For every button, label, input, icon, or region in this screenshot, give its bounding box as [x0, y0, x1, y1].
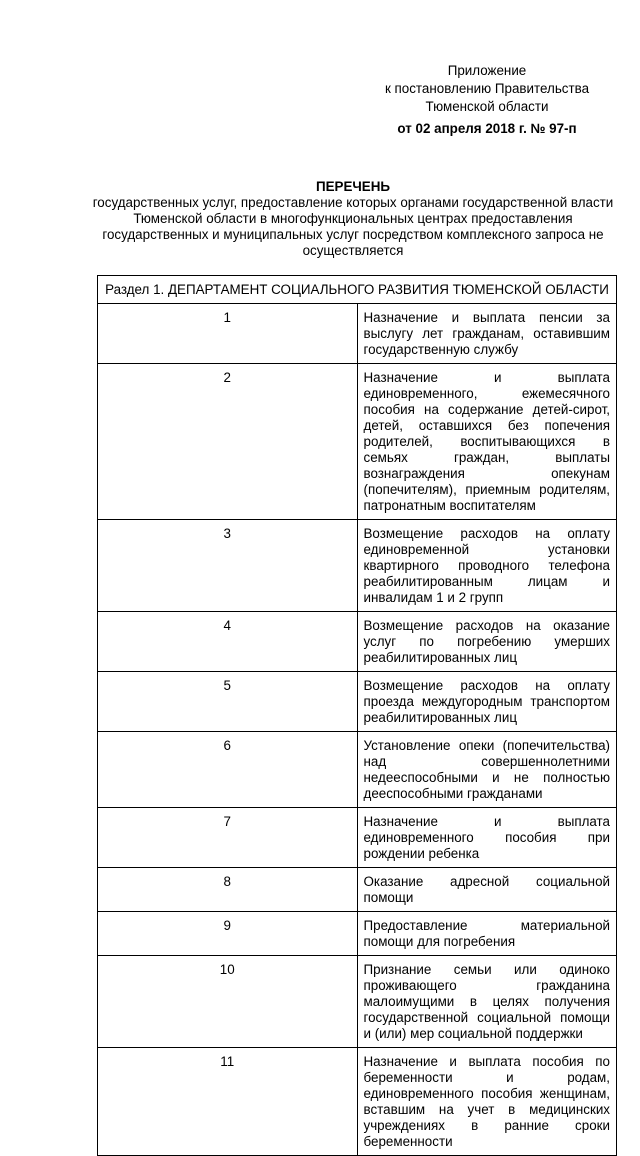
table-row [98, 808, 617, 868]
table-row [98, 672, 617, 732]
service-name: Возмещение расходов на оплату проезда междугородным транспортом реабилитированных лиц [357, 672, 617, 732]
table-row [98, 912, 617, 956]
document-title: ПЕРЕЧЕНЬ [315, 179, 391, 194]
service-name: Установление опеки (попечительства) над совершеннолетними недееспособными и не полностью дееспособными гражданами [357, 732, 617, 808]
table-row [98, 304, 617, 364]
service-name: Назначение и выплата пособия по беременности и родам, единовременного пособия женщинам, вставшим на учет в медицинских учреждениях в ранние сроки беременности [357, 1048, 617, 1156]
service-name: Назначение и выплата единовременного пособия при рождении ребенка [357, 808, 617, 868]
table-row [98, 956, 617, 1048]
row-number: 7 [98, 808, 358, 868]
appendix-date: от 02 апреля 2018 г. № 97-п [397, 121, 577, 136]
row-number: 1 [98, 304, 358, 364]
appendix-line-1: к постановлению Правительства [384, 81, 590, 96]
table-row [98, 364, 617, 520]
row-number: 5 [98, 672, 358, 732]
row-number: 10 [98, 956, 358, 1048]
appendix-line-2: Тюменской области [425, 99, 549, 114]
table-row [98, 612, 617, 672]
service-name: Признание семьи или одиноко проживающего гражданина малоимущими в целях получения государственной социальной помощи и (или) мер социальной поддержки [357, 956, 617, 1048]
row-number: 6 [98, 732, 358, 808]
section-header-row [98, 276, 617, 304]
row-number: 4 [98, 612, 358, 672]
service-name: Возмещение расходов на оплату единовременной установки квартирного проводного телефона реабилитированным лицам и инвалидам 1 и 2 групп [357, 520, 617, 612]
row-number: 11 [98, 1048, 358, 1156]
appendix-title: Приложение [447, 63, 527, 78]
row-number: 8 [98, 868, 358, 912]
document-subtitle: государственных услуг, предоставление которых органами государственной власти Тюменской области в многофункциональных центрах предоставления государственных и муниципальных услуг посредством комплексного запроса не осуществляется [92, 195, 614, 258]
table-row [98, 732, 617, 808]
service-name: Назначение и выплата пенсии за выслугу лет гражданам, оставившим государственную службу [357, 304, 617, 364]
document-heading [88, 178, 618, 259]
row-number: 2 [98, 364, 358, 520]
table-row [98, 1048, 617, 1156]
service-name: Оказание адресной социальной помощи [357, 868, 617, 912]
row-number: 3 [98, 520, 358, 612]
service-name: Предоставление материальной помощи для погребения [357, 912, 617, 956]
service-name: Назначение и выплата единовременного, ежемесячного пособия на содержание детей-сирот, детей, оставшихся без попечения родителей, воспитывающихся в семьях граждан, выплаты вознаграждения опекунам (попечителям), приемным родителям, патронатным воспитателям [357, 364, 617, 520]
row-number: 9 [98, 912, 358, 956]
section-title: Раздел 1. ДЕПАРТАМЕНТ СОЦИАЛЬНОГО РАЗВИТИЯ ТЮМЕНСКОЙ ОБЛАСТИ [98, 276, 617, 304]
services-table [97, 275, 617, 1156]
table-row [98, 520, 617, 612]
service-name: Возмещение расходов на оказание услуг по погребению умерших реабилитированных лиц [357, 612, 617, 672]
appendix-block [372, 62, 602, 138]
